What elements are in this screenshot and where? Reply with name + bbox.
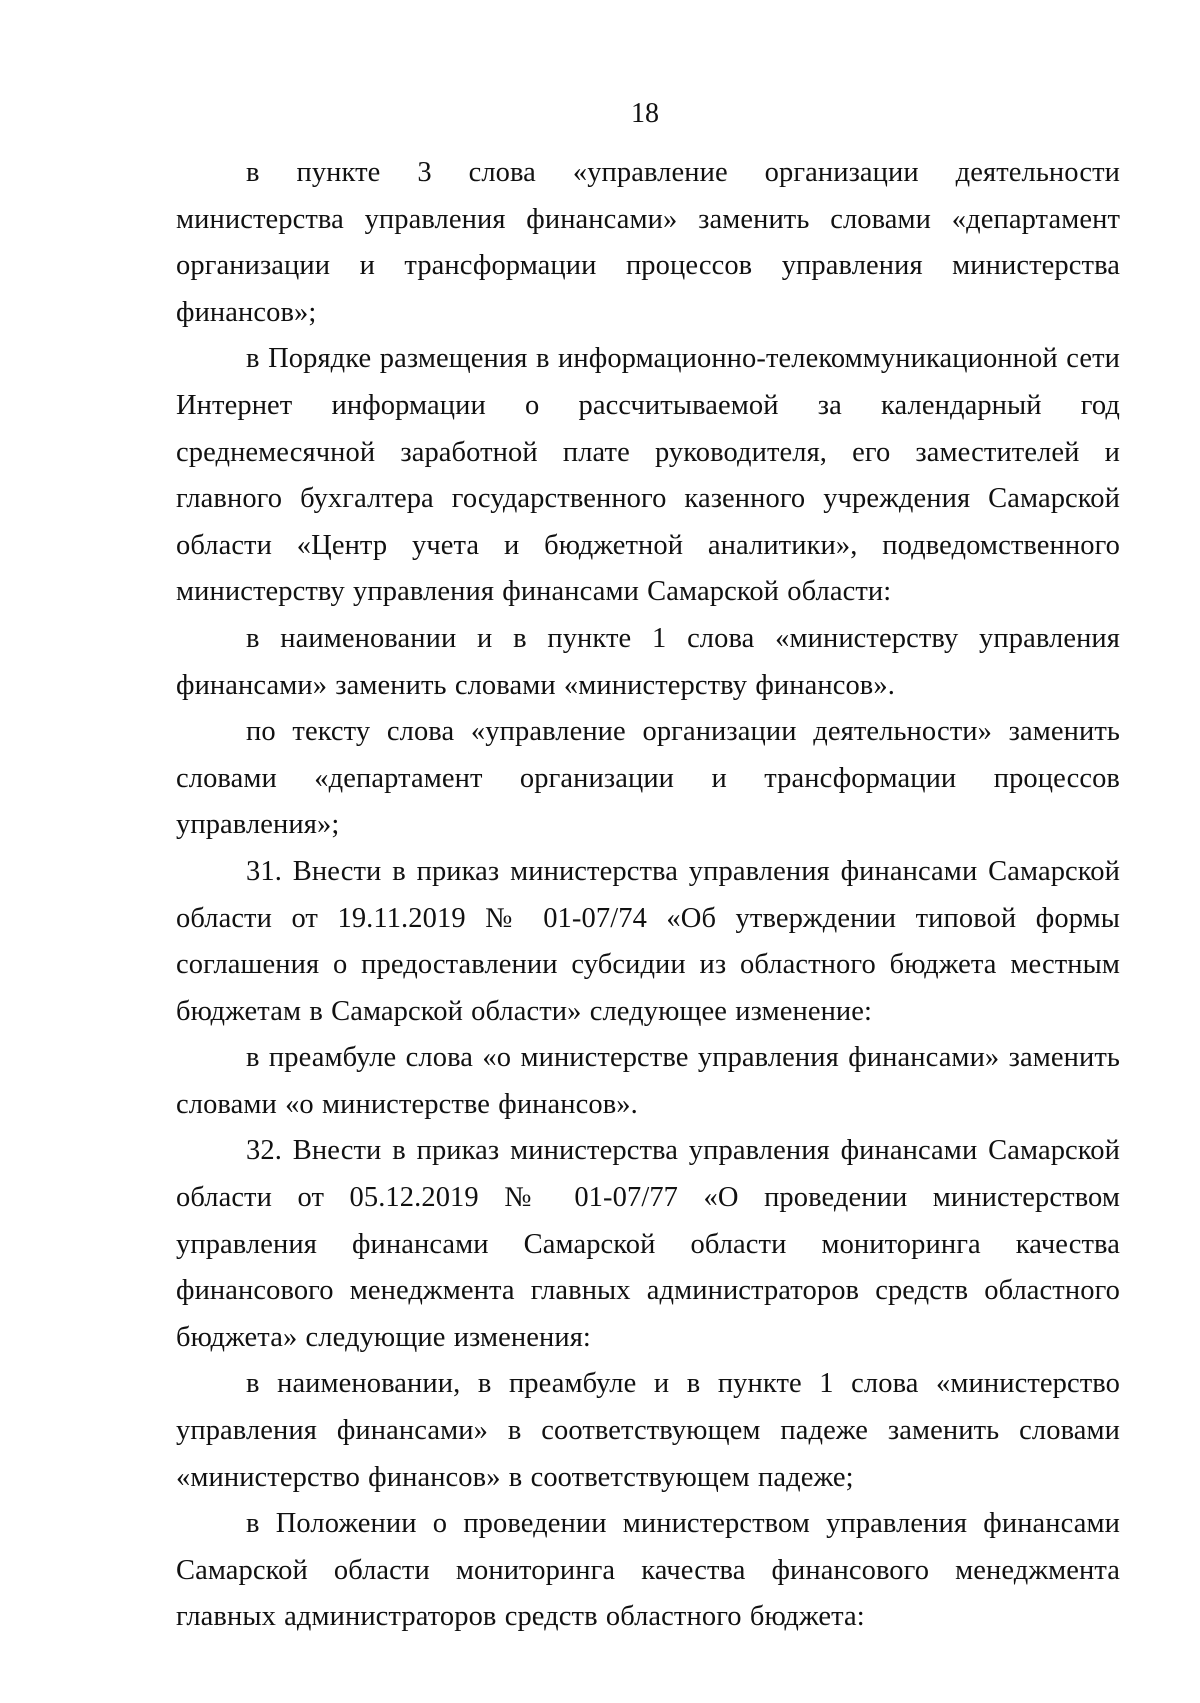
paragraph-6: в преамбуле слова «о министерстве управления финансами» заменить словами «о министерстве финансов». bbox=[176, 1042, 1120, 1120]
page-number: 18 bbox=[631, 98, 659, 129]
paragraph-7-item-32: 32. Внести в приказ министерства управления финансами Самарской области от 05.12.2019 № 01-07/77 «О проведении министерством управления финансами Самарской области мониторинга качества финансового менеджмента главных администраторов средств областного бюджета» следующие изменения: bbox=[176, 1135, 1120, 1353]
paragraph-5-item-31: 31. Внести в приказ министерства управления финансами Самарской области от 19.11.2019 № 01-07/74 «Об утверждении типовой формы соглашения о предоставлении субсидии из областного бюджета местным бюджетам в Самарской области» следующее изменение: bbox=[176, 855, 1120, 1027]
paragraph-9: в Положении о проведении министерством управления финансами Самарской области мониторинга качества финансового менеджмента главных администраторов средств областного бюджета: bbox=[176, 1508, 1120, 1633]
paragraph-8: в наименовании, в преамбуле и в пункте 1 слова «министерство управления финансами» в соответствующем падеже заменить словами «министерство финансов» в соответствующем падеже; bbox=[176, 1368, 1120, 1493]
document-body bbox=[176, 150, 1120, 1641]
paragraph-3: в наименовании и в пункте 1 слова «министерству управления финансами» заменить словами «министерству финансов». bbox=[176, 622, 1120, 701]
paragraph-4: по тексту слова «управление организации деятельности» заменить словами «департамент организации и трансформации процессов управления»; bbox=[176, 716, 1120, 841]
paragraph-1: в пункте 3 слова «управление организации деятельности министерства управления финансами» заменить словами «департамент организации и трансформации процессов управления министерства финансов»; bbox=[176, 157, 1120, 328]
paragraph-2: в Порядке размещения в информационно-телекоммуникационной сети Интернет информации о рассчитываемой за календарный год среднемесячной заработной плате руководителя, его заместителей и главного бухгалтера государственного казенного учреждения Самарской области «Центр учета и бюджетной аналитики», подведомственного министерству управления финансами Самарской области: bbox=[176, 343, 1120, 608]
